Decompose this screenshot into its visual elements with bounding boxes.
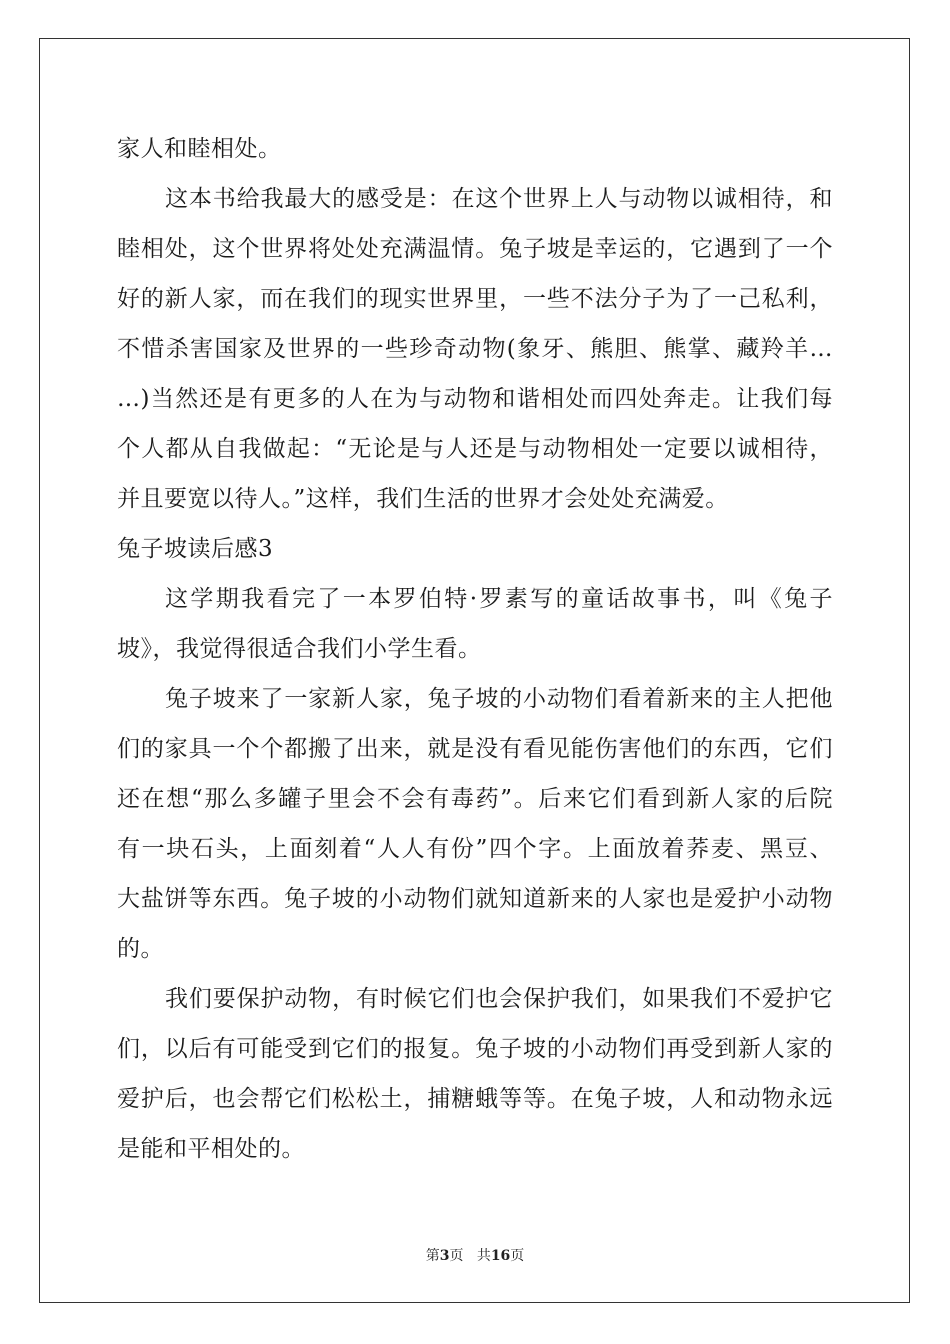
footer-prefix: 第 [425, 1248, 440, 1264]
text-line: 有一块石头，上面刻着“人人有份”四个字。上面放着荞麦、黑豆、 [117, 836, 833, 862]
text-line: 是能和平相处的。 [117, 1136, 305, 1162]
text-line: 的。 [117, 936, 164, 962]
footer-total-suffix: 页 [510, 1248, 525, 1264]
paragraph-first-line: 兔子坡来了一家新人家，兔子坡的小动物们看着新来的主人把他 [165, 686, 833, 712]
text-line: 不惜杀害国家及世界的一些珍奇动物(象牙、熊胆、熊掌、藏羚羊… [117, 336, 833, 362]
paragraph-first-line: 我们要保护动物，有时候它们也会保护我们，如果我们不爱护它 [165, 986, 833, 1012]
text-line: 睦相处，这个世界将处处充满温情。兔子坡是幸运的，它遇到了一个 [117, 236, 833, 262]
text-line: 好的新人家，而在我们的现实世界里，一些不法分子为了一己私利， [117, 286, 833, 312]
footer-total-prefix: 共 [476, 1248, 491, 1264]
total-page-count: 16 [490, 1248, 511, 1264]
page-footer [0, 1245, 950, 1265]
text-line: 们的家具一个个都搬了出来，就是没有看见能伤害他们的东西，它们 [117, 736, 833, 762]
text-line: 坡》，我觉得很适合我们小学生看。 [117, 636, 482, 662]
text-line: 家人和睦相处。 [117, 136, 282, 162]
paragraph-first-line: 这学期我看完了一本罗伯特·罗素写的童话故事书，叫《兔子 [165, 586, 833, 612]
paragraph-first-line: 这本书给我最大的感受是：在这个世界上人与动物以诚相待，和 [165, 186, 833, 212]
text-line: 大盐饼等东西。兔子坡的小动物们就知道新来的人家也是爱护小动物 [117, 886, 833, 912]
text-line: 们，以后有可能受到它们的报复。兔子坡的小动物们再受到新人家的 [117, 1036, 833, 1062]
text-line: 并且要宽以待人。”这样，我们生活的世界才会处处充满爱。 [117, 486, 729, 512]
document-body [117, 124, 833, 1174]
text-line: 爱护后，也会帮它们松松土，捕糖蛾等等。在兔子坡，人和动物永远 [117, 1086, 833, 1112]
text-line: …)当然还是有更多的人在为与动物和谐相处而四处奔走。让我们每 [117, 386, 833, 412]
current-page-number: 3 [439, 1248, 450, 1264]
section-heading: 兔子坡读后感3 [117, 536, 274, 562]
text-line: 个人都从自我做起：“无论是与人还是与动物相处一定要以诚相待， [117, 436, 833, 462]
text-line: 还在想“那么多罐子里会不会有毒药”。后来它们看到新人家的后院 [117, 786, 833, 812]
footer-page-suffix: 页 [449, 1248, 464, 1264]
